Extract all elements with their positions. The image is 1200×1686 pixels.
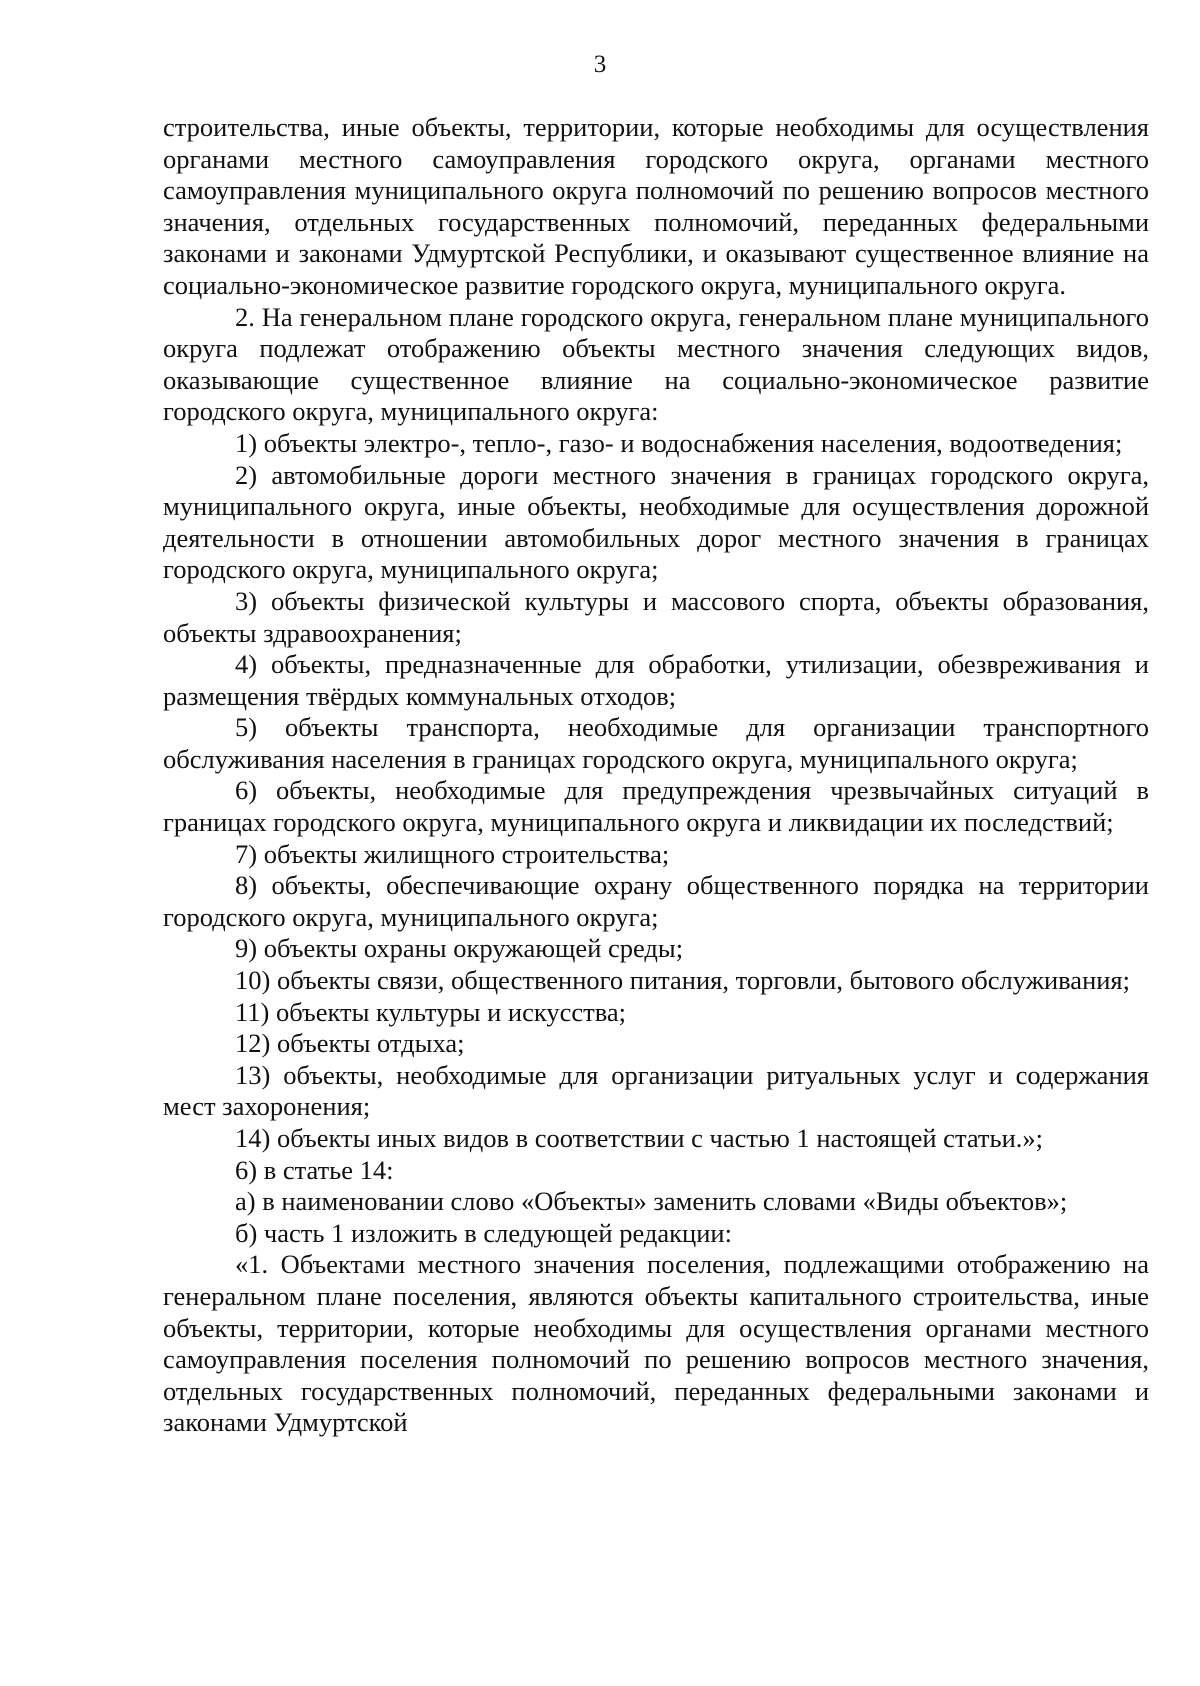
list-item-3: 3) объекты физической культуры и массового спорта, объекты образования, объекты здравоохранения; [163, 585, 1149, 648]
amendment-subitem-b: б) часть 1 изложить в следующей редакции: [235, 1217, 732, 1248]
amendment-subitem-a: а) в наименовании слово «Объекты» заменить словами «Виды объектов»; [235, 1186, 1068, 1217]
list-item-4: 4) объекты, предназначенные для обработки, утилизации, обезвреживания и размещения твёрдых коммунальных отходов; [163, 649, 1149, 711]
list-item-14: 14) объекты иных видов в соответствии с частью 1 настоящей статьи.»; [235, 1123, 1044, 1153]
paragraph-0: строительства, иные объекты, территории, которые необходимы для осуществления органами местного самоуправления городского округа, органами местного самоуправления муниципального округа полномочий по решению вопросов местного значения, отдельных государственных полномочий, переданных федеральными законами и законами Удмуртской Республики, и оказывают существенное влияние на социально-экономическое развитие городского округа, муниципального округа. [163, 112, 1149, 300]
paragraph-1: 2. На генеральном плане городского округа, генеральном плане муниципального округа подлежат отображению объекты местного значения следующих видов, оказывающие существенное влияние на социально-экономическое развитие городского округа, муниципального округа: [163, 301, 1149, 427]
amendment-item-6: 6) в статье 14: [235, 1154, 394, 1185]
list-item-7: 7) объекты жилищного строительства; [235, 838, 670, 869]
list-item-8: 8) объекты, обеспечивающие охрану общественного порядка на территории городского округа, муниципального округа; [163, 870, 1149, 932]
list-item-2: 2) автомобильные дороги местного значения в границах городского округа, муниципального округа, иные объекты, необходимые для осуществления дорожной деятельности в отношении автомобильных дорог местного значения в границах городского округа, муниципального округа; [163, 459, 1149, 585]
list-item-1: 1) объекты электро-, тепло-, газо- и водоснабжения населения, водоотведения; [235, 427, 1123, 458]
list-item-12: 12) объекты отдыха; [235, 1028, 465, 1059]
document-body [163, 112, 1149, 1439]
list-item-10: 10) объекты связи, общественного питания, торговли, бытового обслуживания; [235, 965, 1130, 996]
list-item-9: 9) объекты охраны окружающей среды; [235, 933, 684, 964]
list-item-5: 5) объекты транспорта, необходимые для организации транспортного обслуживания населения в границах городского округа, муниципального округа; [163, 712, 1149, 774]
quoted-paragraph: «1. Объектами местного значения поселения, подлежащими отображению на генеральном плане поселения, являются объекты капитального строительства, иные объекты, территории, которые необходимы для осуществления органами местного самоуправления поселения полномочий по решению вопросов местного значения, отдельных государственных полномочий, переданных федеральными законами и законами Удмуртской [163, 1249, 1149, 1438]
page-number: 3 [593, 51, 607, 78]
list-item-13: 13) объекты, необходимые для организации ритуальных услуг и содержания мест захоронения; [163, 1059, 1149, 1122]
list-item-11: 11) объекты культуры и искусства; [235, 996, 626, 1027]
list-item-6: 6) объекты, необходимые для предупреждения чрезвычайных ситуаций в границах городского округа, муниципального округа и ликвидации их последствий; [163, 775, 1149, 838]
